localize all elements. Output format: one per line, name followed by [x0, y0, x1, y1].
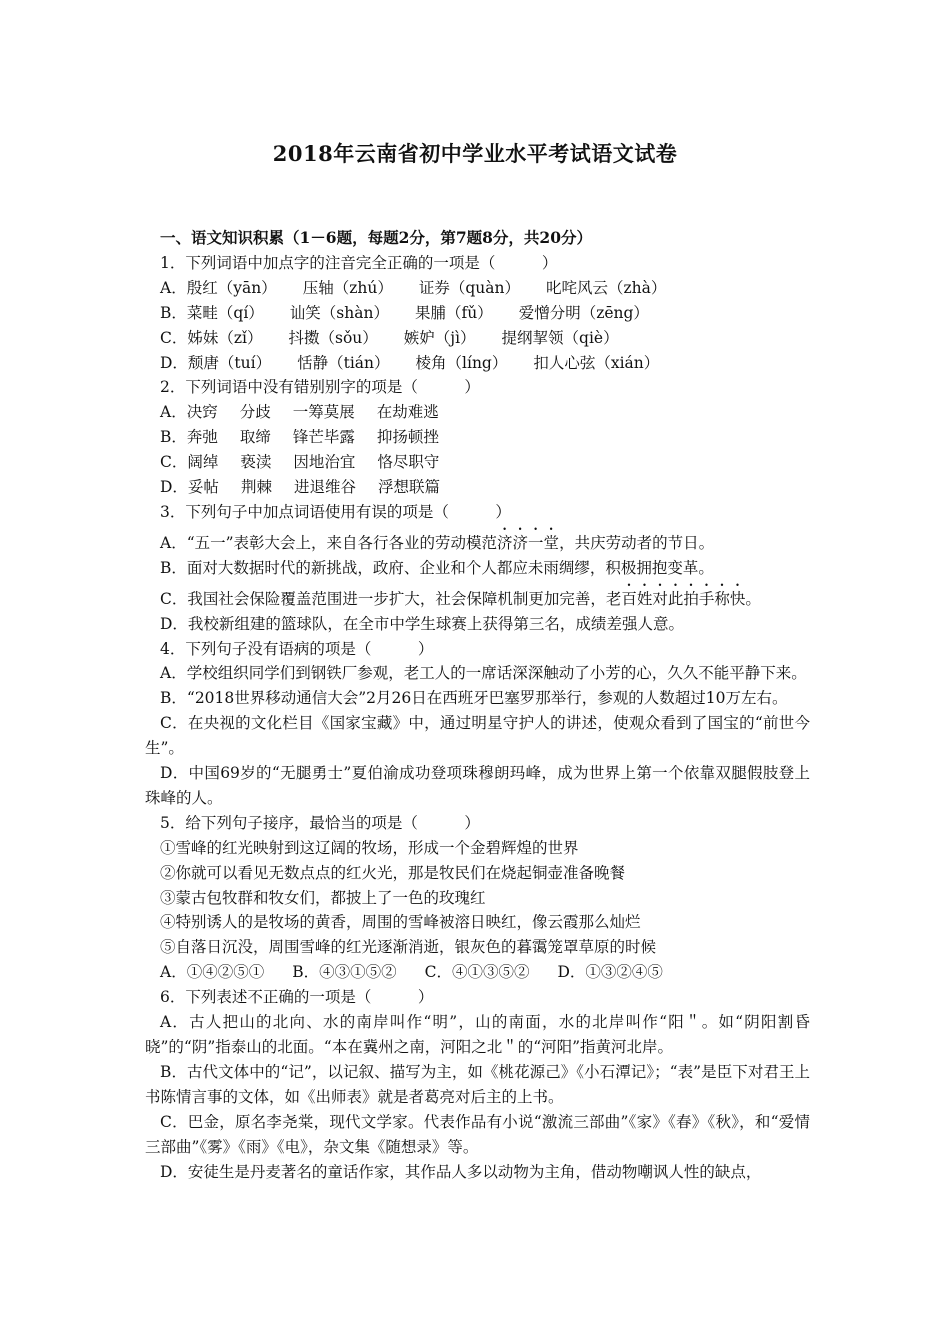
dotted-phrase: 济济一堂: [497, 533, 560, 552]
question-4-option-b: B．“2018世界移动通信大会”2月26日在西班牙巴塞罗那举行，参观的人数超过10万左右。: [160, 689, 788, 708]
phrase: 差强人意: [606, 614, 669, 633]
question-3-option-c: C．我国社会保险覆盖范围进一步扩大，社会保障机制更加完善，老百姓对此拍手称快。: [160, 589, 761, 608]
question-6-option-d: D．安徒生是丹麦著名的童话作家，其作品人多以动物为主角，借动物嘲讽人性的缺点，: [160, 1162, 762, 1181]
question-2-option-b: B．奔弛 取缔 锋芒毕露 抑扬顿挫: [160, 428, 439, 447]
question-1-option-d: D．颓唐（tuí） 恬静（tián） 棱角（líng） 扣人心弦（xián）: [160, 353, 660, 372]
question-2-option-d: D．妥帖 荆棘 进退维谷 浮想联篇: [160, 478, 440, 497]
page-title: 2018年云南省初中学业水平考试语文试卷: [272, 141, 678, 166]
question-6-stem: 6．下列表述不正确的一项是（ ）: [160, 988, 434, 1007]
question-2-option-c: C．阔绰 亵渎 因地治宜 恪尽职守: [160, 453, 440, 472]
question-1-stem: 1．下列词语中加点字的注音完全正确的一项是（ ）: [160, 253, 558, 272]
section-heading: 一、语文知识积累（1－6题，每题2分，第7题8分，共20分）: [160, 228, 592, 247]
question-1-option-c: C．姊妹（zǐ） 抖擞（sǒu） 嫉妒（jì） 提纲挈领（qiè）: [160, 328, 619, 347]
question-4-option-c: C．在央视的文化栏目《国家宝藏》中，通过明星守护人的讲述，使观众看到了国宝的“前世今生”。: [145, 714, 810, 758]
question-1-option-a: A．殷红（yān） 压轴（zhú） 证券（quàn） 叱咤风云（zhà）: [160, 278, 667, 297]
question-5-options: A．①④②⑤① B．④③①⑤② C．④①③⑤② D．①③②④⑤: [160, 963, 663, 982]
question-4-option-a: A．学校组织同学们到钢铁厂参观，老工人的一席话深深触动了小芳的心，久久不能平静下来。: [160, 664, 807, 683]
exam-content: [145, 226, 810, 1184]
question-3-option-b: B．面对大数据时代的新挑战，政府、企业和个人都应未雨绸缪，积极拥抱变革。: [160, 558, 714, 577]
question-2-stem: 2．下列词语中没有错别别字的项是（ ）: [160, 378, 480, 397]
question-4-stem: 4．下列句子没有语病的项是（ ）: [160, 639, 434, 658]
question-5-sentence-3: ③蒙古包牧群和牧女们，都披上了一色的玫瑰红: [160, 888, 486, 907]
phrase: 未雨绸缪: [527, 558, 590, 577]
question-1-option-b: B．菜畦（qí） 讪笑（shàn） 果脯（fǔ） 爱憎分明（zēng）: [160, 303, 649, 322]
question-5-sentence-5: ⑤自落日沉没，周围雪峰的红光逐渐消逝，银灰色的暮霭笼罩草原的时候: [160, 938, 657, 957]
question-5-stem: 5．给下列句子接序，最恰当的项是（ ）: [160, 813, 480, 832]
question-3-stem: 3．下列句子中加点词语使用有误的项是（ ）: [160, 502, 511, 521]
question-5-sentence-2: ②你就可以看见无数点点的红火光，那是牧民们在烧起铜壶准备晚餐: [160, 863, 626, 882]
question-6-option-b: B．古代文体中的“记”，以记叙、描写为主，如《桃花源己》《小石潭记》；“表”是臣下对君王上书陈情言事的文体，如《出师表》就是者葛亮对后主的上书。: [145, 1062, 810, 1106]
dotted-phrase: 百姓对此拍手称快: [621, 589, 746, 608]
question-3-option-d: D．我校新组建的篮球队，在全市中学生球赛上获得第三名，成绩差强人意。: [160, 614, 684, 633]
question-4-option-d: D．中国69岁的“无腿勇士”夏伯渝成功登项珠穆朗玛峰，成为世界上第一个依靠双腿假肢登上珠峰的人。: [145, 764, 810, 807]
question-2-option-a: A．决窍 分歧 一筹莫展 在劫难逃: [160, 403, 439, 422]
question-3-option-a: A．“五一”表彰大会上，来自各行各业的劳动模范济济一堂，共庆劳动者的节日。: [160, 533, 715, 552]
question-6-option-c: C．巴金，原名李尧棠，现代文学家。代表作品有小说“激流三部曲”《家》《春》《秋》，和“爱情三部曲”《雾》《雨》《电》，杂文集《随想录》等。: [145, 1112, 810, 1156]
question-5-sentence-1: ①雪峰的红光映射到这辽阔的牧场，形成一个金碧辉煌的世界: [160, 838, 579, 857]
question-6-option-a: A．古人把山的北向、水的南岸叫作“明”，山的南面，水的北岸叫作“阳＂。如“阴阳割昏晓”的“阴”指泰山的北面。“本在冀州之南，河阳之北＂的“河阳”指黄河北岸。: [145, 1013, 810, 1056]
question-5-sentence-4: ④特别诱人的是牧场的黄香，周围的雪峰被溶日映红，像云霞那么灿烂: [160, 913, 641, 932]
